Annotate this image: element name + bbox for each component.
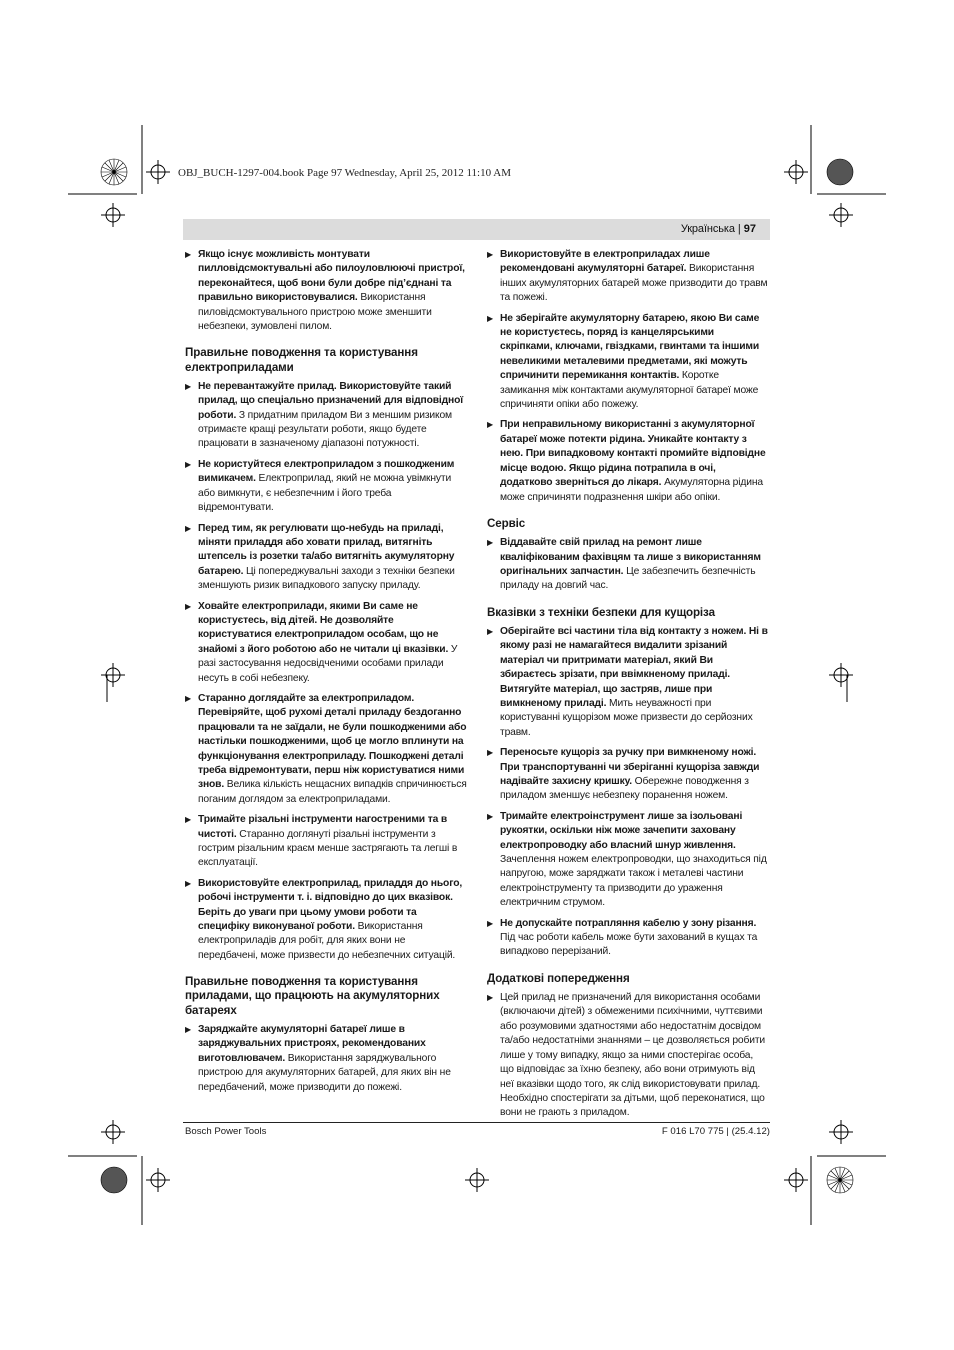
left-column: [185, 248, 467, 1101]
page-number: 97: [743, 223, 756, 235]
instruction-text: Коротке замикання між контактами акумуляторної батареї може спричиняти опіки або пожежу.: [500, 370, 759, 411]
print-line: OBJ_BUCH-1297-004.book Page 97 Wednesday, April 25, 2012 11:10 AM: [178, 167, 511, 179]
instruction-emphasis: Оберігайте всі частини тіла від контакту з ножем. Ні в якому разі не намагайтеся видалити зрізаний матеріал чи притримати матеріал, який Ви збираєтесь зрізати, при ввімкненому приладі. Витягуйте матеріал, що застряв, лише при вимкненому приладі.: [500, 625, 768, 709]
safety-instruction: [185, 877, 467, 963]
instruction-emphasis: Переносьте кущоріз за ручку при вимкненому ножі. При транспортуванні чи зберіганні кущоріза завжди надівайте захисну кришку.: [500, 747, 760, 787]
header-language: Українська: [680, 223, 735, 235]
right-column: [487, 248, 769, 1127]
instruction-text: Акумуляторна рідина може спричиняти подразнення шкіри або опіки.: [500, 477, 763, 503]
footer-rule: [183, 1122, 770, 1123]
instruction-emphasis: Тримайте електроінструмент лише за ізольовані рукоятки, оскільки ніж може зачепити заховану електропроводку або власний шнур живлення.: [500, 810, 743, 851]
instruction-text: Під час роботи кабель може бути захований в кущах та випадково перерізаний.: [500, 932, 758, 958]
instruction-emphasis: Віддавайте свій прилад на ремонт лише кваліфікованим фахівцям та лише з використанням оригінальних запчастин.: [500, 537, 761, 577]
safety-instruction: [487, 917, 769, 960]
instruction-emphasis: Перед тим, як регулювати що-небудь на приладі, міняти приладдя або ховати прилад, витягніть штепсель із розетки та/або витягніть акумуляторну батарею.: [198, 522, 455, 577]
section-heading: Вказівки з техніки безпеки для кущоріза: [487, 605, 715, 619]
safety-instruction: [185, 380, 467, 452]
instruction-text: Використання заряджувального пристрою для акумуляторних батарей, для яких він не передбачений, може призводити до пожежі.: [198, 1052, 451, 1093]
safety-instruction: [487, 248, 769, 306]
safety-instruction: [185, 522, 467, 594]
instruction-text: У разі застосування недосвідченими особами прилади несуть в собі небезпеку.: [198, 643, 458, 684]
instruction-text: Використання інших акумуляторних батарей може призводити до травм та пожежі.: [500, 263, 768, 304]
safety-instruction: [185, 248, 467, 334]
safety-instruction: [487, 418, 769, 504]
instruction-emphasis: Використовуйте в електроприладах лише рекомендовані акумуляторні батареї.: [500, 249, 710, 275]
instruction-text: З придатним приладом Ви з меншим ризиком отримаєте кращі результати роботи, якщо будете працювати в зазначеному діапазоні потужності.: [198, 409, 452, 450]
header-separator: |: [737, 223, 741, 235]
instruction-text: Цей прилад не призначений для використання особами (включаючи дітей) з обмеженими психічними, чуттєвими або розумовими здатностями або недостатнім досвідом та/або недостатніми знаннями – це дозволяється робити лише у тому випадку, якщо за ними спостерігає особа, що відповідає за їхню безпеку, або вони отримують від неї вказівки щодо того, як слід використовувати прилад.: [500, 992, 766, 1090]
instruction-text: Обережне поводження з приладом зменшує небезпеку поранення ножем.: [500, 776, 749, 802]
safety-instruction: [185, 1023, 467, 1095]
instruction-emphasis: Тримайте різальні інструменти нагостреними та в чистоті.: [198, 814, 448, 840]
footer-publisher: Bosch Power Tools: [185, 1126, 267, 1137]
instruction-emphasis: При неправильному використанні з акумуляторної батареї може потекти рідина. Уникайте контакту з нею. При випадковому контакті промийте відповідне місце водою. Якщо рідина потрапила в очі, додатково зверніться до лікаря.: [500, 419, 766, 489]
instruction-text: Ці попереджувальні заходи з техніки безпеки зменшують ризик випадкового запуску приладу.: [198, 565, 455, 592]
instruction-emphasis: Якщо існує можливість монтувати пилловідсмоктувальні або пилоуловлюючі пристрої, переконайтеся, щоб вони були добре під’єднані та правильно використовувалися.: [198, 249, 465, 304]
safety-instruction: [185, 600, 467, 686]
instruction-emphasis: Старанно доглядайте за електроприладом. Перевіряйте, щоб рухомі деталі приладу бездоганно працювали та не заїдали, не були пошкодженими або настільки пошкодженими, щоб це могло вплинути на функціонування електроприладу. Пошкоджені деталі треба відремонтувати, перш ніж користуватися ними знов.: [198, 692, 467, 791]
safety-instruction: [487, 810, 769, 911]
instruction-text: Використання пиловідсмоктувального пристрою може зменшити небезпеки, зумовлені пилом.: [198, 292, 432, 333]
section-heading: Сервіс: [487, 516, 526, 530]
instruction-note: Необхідно спостерігати за дітьми, щоб переконатися, що вони не грають з приладом.: [500, 1092, 765, 1119]
section-heading: Додаткові попередження: [487, 971, 630, 985]
section-heading: Правильне поводження та користування приладами, що працюють на акумуляторних батареях: [185, 975, 440, 1017]
section-heading: Правильне поводження та користування електроприладами: [185, 346, 418, 374]
safety-instruction: [487, 312, 769, 413]
safety-instruction: [487, 625, 769, 740]
safety-instruction: [487, 536, 769, 594]
page-header: [183, 219, 770, 240]
header-text: [681, 223, 756, 235]
instruction-text: Електроприлад, який не можна увімкнути або вимкнути, є небезпечним і його треба відремонтувати.: [198, 473, 452, 514]
instruction-text: Мить неуважності при користуванні кущорізом може призвести до серйозних травм.: [500, 697, 753, 738]
instruction-emphasis: Використовуйте електроприлад, приладдя до нього, робочі інструменти т. і. відповідно до цих вказівок. Беріть до уваги при цьому умови роботи та специфіку виконуваної роботи.: [198, 877, 463, 933]
safety-instruction: [185, 458, 467, 516]
instruction-text: Використання електроприладів для робіт, для яких вони не передбачені, може призвести до небезпечних ситуацій.: [198, 921, 456, 961]
instruction-text: Зачеплення ножем електропроводки, що знаходиться під напругою, може заряджати також і металеві частини електроінструменту та призводити до ураження електричним струмом.: [500, 854, 767, 909]
instruction-emphasis: Не перевантажуйте прилад. Використовуйте такий прилад, що спеціально призначений для відповідної роботи.: [198, 380, 463, 421]
safety-instruction: [487, 991, 769, 1121]
footer-doc-number: F 016 L70 775 | (25.4.12): [661, 1126, 770, 1137]
instruction-emphasis: Не допускайте потрапляння кабелю у зону різання.: [500, 917, 757, 929]
instruction-text: Велика кількість нещасних випадків спричинюється поганим доглядом за електроприладами.: [198, 779, 467, 805]
safety-instruction: [487, 746, 769, 804]
instruction-emphasis: Не користуйтеся електроприладом з пошкодженим вимикачем.: [198, 458, 455, 485]
instruction-emphasis: Не зберігайте акумуляторну батарею, якою Ви саме не користуєтесь, поряд із канцелярськими скріпками, ключами, гвіздками, гвинтами та іншими невеликими металевими предметами, які можуть спричинити перемикання контактів.: [500, 312, 760, 382]
safety-instruction: [185, 813, 467, 871]
safety-instruction: [185, 692, 467, 807]
instruction-emphasis: Ховайте електроприлади, якими Ви саме не користуєтесь, від дітей. Не дозволяйте користуватися електроприладом особам, що не знайомі з його роботою або не читали ці вказівки.: [198, 600, 449, 655]
instruction-text: Це забезпечить безпечність приладу на довгий час.: [500, 565, 756, 592]
instruction-text: Старанно доглянуті різальні інструменти з гострим різальним краєм менше застрягають та легші в експлуатації.: [198, 828, 458, 869]
instruction-emphasis: Заряджайте акумуляторні батареї лише в заряджувальних пристроях, рекомендованих виготовлювачем.: [198, 1023, 426, 1064]
